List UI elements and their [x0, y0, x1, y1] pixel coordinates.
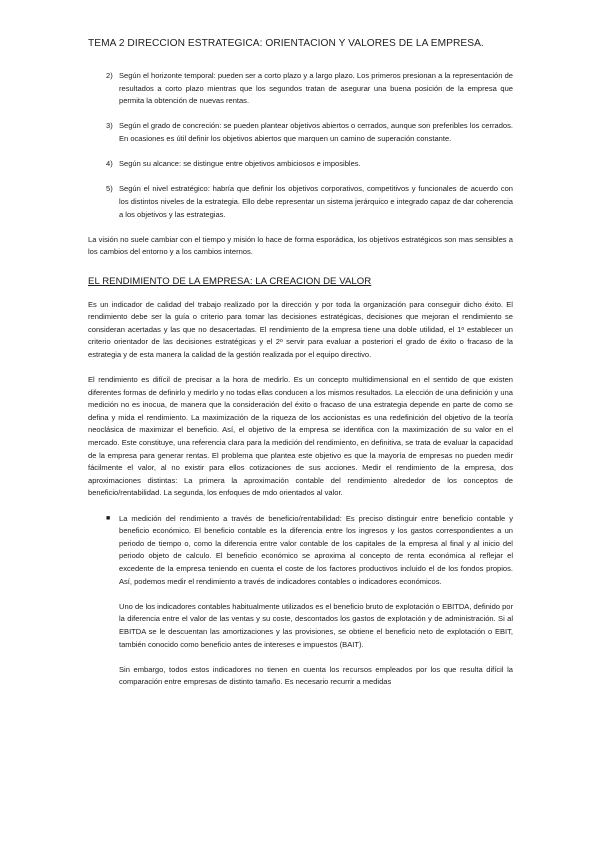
square-bullet-icon: ■ [106, 514, 111, 522]
list-item-number: 3) [106, 121, 113, 131]
bullet-text: La medición del rendimiento a través de beneficio/rentabilidad: Es preciso distinguir entre beneficio contable y beneficio económico. El beneficio contable es la diferencia entre los ingresos y los gastos correspondientes a un periodo de tiempo o, como la diferencia entre valor contable de los capitales de la empresa al final y al inicio del periodo objeto de calculo. El beneficio económico se aproxima al concepto de renta económica al reflejar el excedente de la empresa teniendo en cuenta el coste de los factores productivos incluido el de los fondos propios. Así, podemos medir el rendimiento a través de indicadores contables o indicadores económicos. [119, 513, 513, 586]
page-header-title: TEMA 2 DIRECCION ESTRATEGICA: ORIENTACION Y VALORES DE LA EMPRESA. [88, 38, 484, 49]
list-item-text: Según el grado de concreción: se pueden plantear objetivos abiertos o cerrados, aunque son preferibles los cerrados. En ocasiones es útil definir los objetivos abiertos que marquen un camino de superación constante. [119, 121, 513, 143]
rendimiento-paragraph-2: El rendimiento es difícil de precisar a la hora de medirlo. Es un concepto multidimensional en el sentido de que existen diferentes formas de definirlo y medirlo y no todas ellas conducen a los mismos resultados. La elección de una definición y una medición no es inocua, de manera que la consideración del éxito o fracaso de una estrategia depende en parte de como se defina y mida el rendimiento. La maximización de la riqueza de los accionistas es una redefinición del objetivo de la teoría neoclásica de maximizar el beneficio. Así, el objetivo de la empresa se identifica con la maximización de su valor en el mercado. Este constituye, una referencia clara para la medición del rendimiento, en definitiva, se trata de evaluar la capacidad de la empresa para generar rentas. El problema que plantea este objetivo es que la mayoría de empresas no pueden medir fácilmente el valor, al no existir para ellos cotizaciones de sus acciones. Medir el rendimiento de la empresa, dos aproximaciones distintas: La primera la aproximación contable del rendimiento alrededor de los conceptos de beneficio/rentabilidad. La segunda, los enfoques de mdo orientados al valor. [88, 375, 513, 498]
list-item-text: Según el nivel estratégico: habría que definir los objetivos corporativos, competitivos y funcionales de acuerdo con los distintos niveles de la estrategia. Ello debe representar un sistema jerárquico e integrado capaz de dar coherencia a los objetivos y las estrategias. [119, 184, 513, 219]
vision-paragraph: La visión no suele cambiar con el tiempo y misión lo hace de forma esporádica, los objetivos estratégicos son mas sensibles a los cambios del entorno y a los cambios internos. [88, 234, 513, 257]
list-item-text: Según su alcance: se distingue entre objetivos ambiciosos e imposibles. [119, 159, 361, 169]
bullet-list-item [88, 513, 513, 589]
document-body [88, 70, 513, 702]
list-item-number: 2) [106, 71, 113, 80]
objectives-numbered-list [88, 70, 513, 221]
list-item-number: 5) [106, 184, 113, 194]
section-heading: EL RENDIMIENTO DE LA EMPRESA: LA CREACION DE VALOR [88, 275, 372, 287]
rendimiento-paragraph-1: Es un indicador de calidad del trabajo realizado por la dirección y por toda la organización para conseguir dicho éxito. El rendimiento debe ser la guía o criterio para tomar las decisiones estratégicas, decisiones que mejoran el rendimiento se consideran acertadas y las que no desacertadas. El rendimiento de la empresa tiene una doble utilidad, el 1º establecer un criterio orientador de las decisiones estratégicas y el 2º servir para evaluar a posteriori el grado de éxito o fracaso de la estrategia y de esta manera la calidad de la gestión realizada por el equipo directivo. [88, 299, 513, 359]
sin-embargo-paragraph: Sin embargo, todos estos indicadores no tienen en cuenta los recursos empleados por los que resulta difícil la comparación entre empresas de distinto tamaño. Es necesario recurrir a medidas [119, 664, 513, 687]
list-item [88, 158, 513, 171]
list-item-number: 4) [106, 159, 113, 169]
list-item [88, 120, 513, 145]
list-item-text: Según el horizonte temporal: pueden ser a corto plazo y a largo plazo. Los primeros presionan a la representación de resultados a corto plazo mientras que los segundos tratan de asegurar una buena posición de la empresa que permita la obtención de nuevas rentas. [119, 71, 513, 106]
ebitda-paragraph: Uno de los indicadores contables habitualmente utilizados es el beneficio bruto de explotación o EBITDA, definido por la diferencia entre el valor de las ventas y su coste, descontados los gastos de explotación y de administración. Si al EBITDA se le descuentan las amortizaciones y las provisiones, se obtiene el beneficio neto de explotación o EBIT, también conocido como beneficio antes de intereses e impuestos (BAIT). [119, 601, 513, 649]
list-item [88, 70, 513, 108]
list-item [88, 183, 513, 221]
